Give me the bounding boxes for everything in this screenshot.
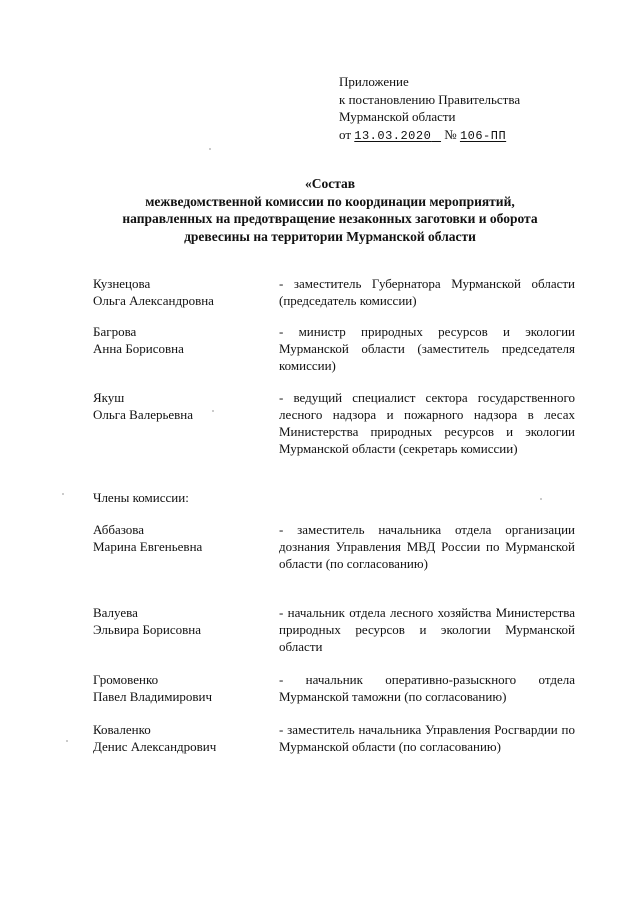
member-surname: Кузнецова <box>93 276 151 291</box>
member-given-name: Анна Борисовна <box>93 341 184 356</box>
scan-speck <box>212 410 214 412</box>
member-name <box>93 275 273 309</box>
member-surname: Громовенко <box>93 672 159 687</box>
attachment-block <box>339 73 520 145</box>
member-given-name: Марина Евгеньевна <box>93 539 203 554</box>
member-surname: Коваленко <box>93 722 151 737</box>
member-role: - заместитель Губернатора Мурманской области (председатель комиссии) <box>279 276 575 308</box>
resolution-reference: к постановлению Правительства <box>339 91 521 107</box>
title-line-3: направленных на предотвращение незаконных заготовки и оборота <box>122 211 538 226</box>
member-surname: Багрова <box>93 324 137 339</box>
scan-speck <box>540 498 542 500</box>
member-given-name: Эльвира Борисовна <box>93 622 201 637</box>
resolution-date: 13.03.2020 <box>354 128 432 143</box>
attachment-label: Приложение <box>339 74 409 89</box>
number-prefix: № <box>444 126 457 142</box>
member-name <box>93 721 273 755</box>
member-surname: Якуш <box>93 390 125 405</box>
scan-speck <box>62 493 64 495</box>
member-role: - заместитель начальника Управления Росгвардии по Мурманской области (по согласованию) <box>279 722 575 754</box>
member-surname: Аббазова <box>93 522 145 537</box>
member-given-name: Ольга Александровна <box>93 293 214 308</box>
member-role: - начальник отдела лесного хозяйства Министерства природных ресурсов и экологии Мурманской области <box>279 605 575 654</box>
member-given-name: Ольга Валерьевна <box>93 407 194 422</box>
scan-speck <box>66 740 68 742</box>
member-name <box>93 521 273 555</box>
member-name <box>93 604 273 638</box>
resolution-number: 106-ПП <box>459 128 507 143</box>
member-surname: Валуева <box>93 605 138 620</box>
scan-speck <box>209 148 211 150</box>
member-role: - заместитель начальника отдела организации дознания Управления МВД России по Мурманской области (по согласованию) <box>279 522 575 571</box>
title-line-4: древесины на территории Мурманской области <box>184 228 476 244</box>
member-name <box>93 389 273 423</box>
member-role: - начальник оперативно-разыскного отдела Мурманской таможни (по согласованию) <box>279 672 575 704</box>
member-role: - министр природных ресурсов и экологии Мурманской области (заместитель председателя комиссии) <box>279 324 575 373</box>
members-heading: Члены комиссии: <box>93 490 189 505</box>
member-name <box>93 323 273 357</box>
document-title <box>80 175 580 245</box>
date-prefix: от <box>339 126 352 142</box>
member-name <box>93 671 273 705</box>
member-role: - ведущий специалист сектора государственного лесного надзора и пожарного надзора в лесах Министерства природных ресурсов и экологии Мурманской области (секретарь комиссии) <box>279 390 575 456</box>
title-line-1: «Состав <box>304 176 356 191</box>
member-given-name: Павел Владимирович <box>93 689 213 704</box>
member-given-name: Денис Александрович <box>93 739 217 754</box>
date-number-line <box>339 126 520 146</box>
region-name: Мурманской области <box>339 109 456 124</box>
title-line-2: межведомственной комиссии по координации мероприятий, <box>145 193 515 209</box>
